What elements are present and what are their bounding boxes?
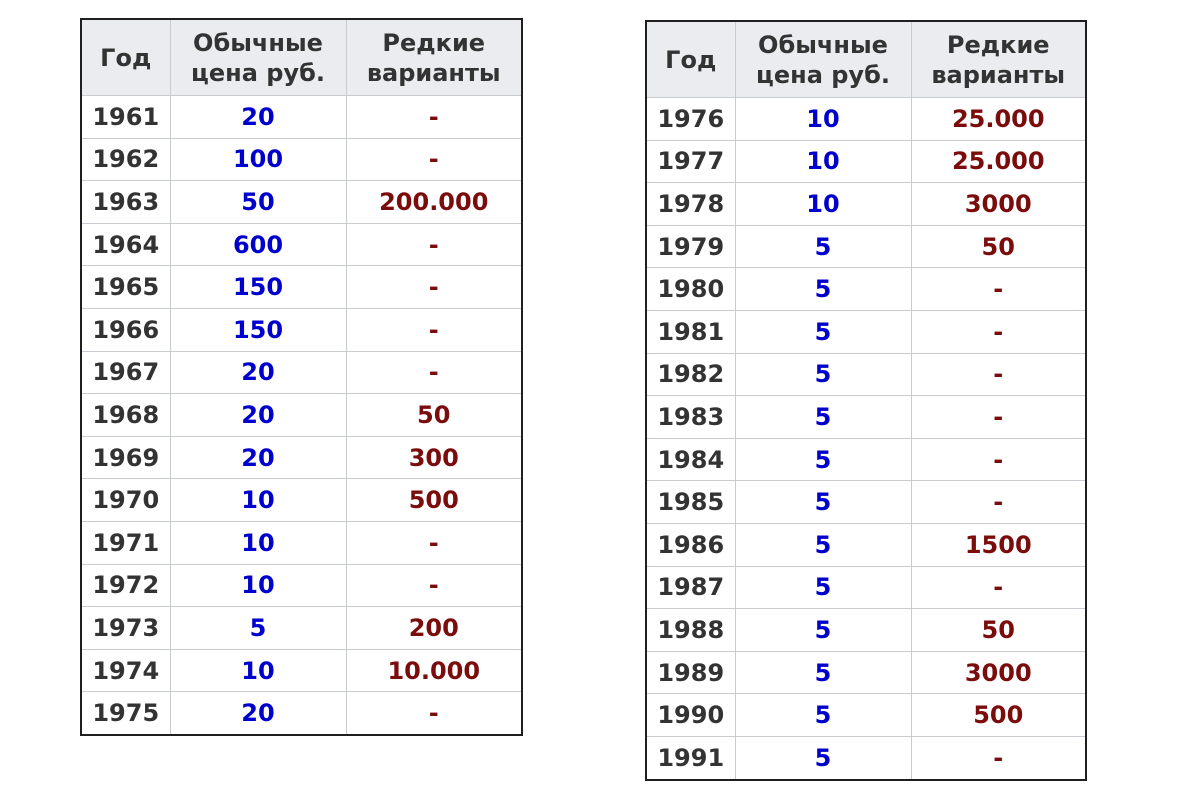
rare-variant-cell: 200 bbox=[346, 607, 522, 650]
table-row bbox=[646, 183, 1086, 226]
regular-price-cell: 10 bbox=[735, 183, 911, 226]
year-cell: 1977 bbox=[646, 140, 735, 183]
table-row bbox=[81, 96, 522, 139]
year-cell: 1987 bbox=[646, 566, 735, 609]
year-cell: 1967 bbox=[81, 351, 170, 394]
regular-price-cell: 10 bbox=[170, 564, 346, 607]
regular-price-cell: 5 bbox=[735, 396, 911, 439]
rare-variant-cell: 50 bbox=[911, 609, 1086, 652]
regular-price-cell: 5 bbox=[735, 694, 911, 737]
regular-price-cell: 20 bbox=[170, 436, 346, 479]
rare-variant-cell: - bbox=[346, 266, 522, 309]
year-cell: 1964 bbox=[81, 223, 170, 266]
regular-price-cell: 5 bbox=[735, 736, 911, 779]
header-year: Год bbox=[81, 19, 170, 96]
table-row bbox=[646, 225, 1086, 268]
header-rare-variants bbox=[346, 19, 522, 96]
table-row bbox=[646, 438, 1086, 481]
rare-variant-cell: - bbox=[346, 96, 522, 139]
table-row bbox=[646, 310, 1086, 353]
regular-price-cell: 5 bbox=[735, 523, 911, 566]
table-body bbox=[646, 98, 1086, 780]
rare-variant-cell: 25.000 bbox=[911, 140, 1086, 183]
rare-variant-cell: - bbox=[911, 566, 1086, 609]
table-row bbox=[646, 268, 1086, 311]
year-cell: 1972 bbox=[81, 564, 170, 607]
regular-price-cell: 150 bbox=[170, 308, 346, 351]
table-row bbox=[81, 564, 522, 607]
rare-variant-cell: - bbox=[911, 736, 1086, 779]
header-year: Год bbox=[646, 21, 735, 98]
header-regular-line2: цена руб. bbox=[756, 60, 890, 89]
regular-price-cell: 150 bbox=[170, 266, 346, 309]
header-rare-line2: варианты bbox=[366, 58, 501, 87]
rare-variant-cell: - bbox=[911, 353, 1086, 396]
regular-price-cell: 10 bbox=[170, 479, 346, 522]
year-cell: 1988 bbox=[646, 609, 735, 652]
year-cell: 1961 bbox=[81, 96, 170, 139]
regular-price-cell: 5 bbox=[735, 651, 911, 694]
rare-variant-cell: 10.000 bbox=[346, 649, 522, 692]
table-row bbox=[646, 396, 1086, 439]
table-row bbox=[646, 481, 1086, 524]
rare-variant-cell: 3000 bbox=[911, 651, 1086, 694]
rare-variant-cell: - bbox=[346, 692, 522, 735]
table-row bbox=[81, 181, 522, 224]
table-row bbox=[81, 308, 522, 351]
header-regular-line2: цена руб. bbox=[191, 58, 325, 87]
table-row bbox=[81, 607, 522, 650]
table-row bbox=[646, 609, 1086, 652]
regular-price-cell: 20 bbox=[170, 351, 346, 394]
regular-price-cell: 5 bbox=[735, 353, 911, 396]
table-row bbox=[646, 140, 1086, 183]
table-row bbox=[646, 694, 1086, 737]
rare-variant-cell: 500 bbox=[346, 479, 522, 522]
year-cell: 1974 bbox=[81, 649, 170, 692]
rare-variant-cell: 50 bbox=[911, 225, 1086, 268]
year-cell: 1973 bbox=[81, 607, 170, 650]
rare-variant-cell: - bbox=[911, 268, 1086, 311]
regular-price-cell: 5 bbox=[170, 607, 346, 650]
table-row bbox=[81, 436, 522, 479]
year-cell: 1990 bbox=[646, 694, 735, 737]
regular-price-cell: 600 bbox=[170, 223, 346, 266]
header-rare-line2: варианты bbox=[931, 60, 1066, 89]
regular-price-cell: 10 bbox=[735, 98, 911, 141]
year-cell: 1971 bbox=[81, 521, 170, 564]
table-row bbox=[646, 523, 1086, 566]
table-row bbox=[646, 566, 1086, 609]
table-row bbox=[81, 223, 522, 266]
year-cell: 1983 bbox=[646, 396, 735, 439]
regular-price-cell: 20 bbox=[170, 96, 346, 139]
year-cell: 1984 bbox=[646, 438, 735, 481]
year-cell: 1991 bbox=[646, 736, 735, 779]
rare-variant-cell: 25.000 bbox=[911, 98, 1086, 141]
table-row bbox=[646, 651, 1086, 694]
header-regular-price bbox=[735, 21, 911, 98]
rare-variant-cell: 3000 bbox=[911, 183, 1086, 226]
rare-variant-cell: - bbox=[911, 310, 1086, 353]
year-cell: 1965 bbox=[81, 266, 170, 309]
table-row bbox=[81, 138, 522, 181]
header-row bbox=[646, 21, 1086, 98]
regular-price-cell: 5 bbox=[735, 438, 911, 481]
rare-variant-cell: - bbox=[346, 351, 522, 394]
year-cell: 1970 bbox=[81, 479, 170, 522]
table-body bbox=[81, 96, 522, 735]
year-cell: 1986 bbox=[646, 523, 735, 566]
year-cell: 1975 bbox=[81, 692, 170, 735]
regular-price-cell: 20 bbox=[170, 692, 346, 735]
price-table-1976-1991 bbox=[645, 20, 1087, 781]
regular-price-cell: 50 bbox=[170, 181, 346, 224]
year-cell: 1969 bbox=[81, 436, 170, 479]
rare-variant-cell: - bbox=[346, 308, 522, 351]
regular-price-cell: 100 bbox=[170, 138, 346, 181]
regular-price-cell: 5 bbox=[735, 609, 911, 652]
rare-variant-cell: - bbox=[346, 521, 522, 564]
header-row bbox=[81, 19, 522, 96]
header-rare-line1: Редкие bbox=[946, 30, 1050, 59]
year-cell: 1966 bbox=[81, 308, 170, 351]
rare-variant-cell: 300 bbox=[346, 436, 522, 479]
regular-price-cell: 5 bbox=[735, 268, 911, 311]
rare-variant-cell: - bbox=[911, 396, 1086, 439]
year-cell: 1963 bbox=[81, 181, 170, 224]
year-cell: 1982 bbox=[646, 353, 735, 396]
year-cell: 1985 bbox=[646, 481, 735, 524]
regular-price-cell: 20 bbox=[170, 394, 346, 437]
rare-variant-cell: 500 bbox=[911, 694, 1086, 737]
regular-price-cell: 10 bbox=[170, 649, 346, 692]
regular-price-cell: 10 bbox=[735, 140, 911, 183]
table-row bbox=[81, 394, 522, 437]
rare-variant-cell: 200.000 bbox=[346, 181, 522, 224]
rare-variant-cell: 50 bbox=[346, 394, 522, 437]
regular-price-cell: 5 bbox=[735, 481, 911, 524]
price-table-1961-1975 bbox=[80, 18, 523, 736]
rare-variant-cell: - bbox=[911, 438, 1086, 481]
table-row bbox=[81, 692, 522, 735]
header-regular-line1: Обычные bbox=[758, 30, 888, 59]
table-row bbox=[81, 266, 522, 309]
regular-price-cell: 5 bbox=[735, 225, 911, 268]
rare-variant-cell: - bbox=[346, 564, 522, 607]
table-row bbox=[646, 353, 1086, 396]
table-row bbox=[646, 736, 1086, 779]
header-rare-line1: Редкие bbox=[382, 28, 486, 57]
header-regular-price bbox=[170, 19, 346, 96]
year-cell: 1976 bbox=[646, 98, 735, 141]
year-cell: 1981 bbox=[646, 310, 735, 353]
regular-price-cell: 5 bbox=[735, 310, 911, 353]
rare-variant-cell: 1500 bbox=[911, 523, 1086, 566]
table-row bbox=[646, 98, 1086, 141]
table-row bbox=[81, 649, 522, 692]
table-row bbox=[81, 521, 522, 564]
rare-variant-cell: - bbox=[346, 223, 522, 266]
header-rare-variants bbox=[911, 21, 1086, 98]
year-cell: 1989 bbox=[646, 651, 735, 694]
table-row bbox=[81, 351, 522, 394]
header-regular-line1: Обычные bbox=[193, 28, 323, 57]
year-cell: 1980 bbox=[646, 268, 735, 311]
year-cell: 1968 bbox=[81, 394, 170, 437]
year-cell: 1962 bbox=[81, 138, 170, 181]
rare-variant-cell: - bbox=[911, 481, 1086, 524]
table-row bbox=[81, 479, 522, 522]
year-cell: 1978 bbox=[646, 183, 735, 226]
year-cell: 1979 bbox=[646, 225, 735, 268]
rare-variant-cell: - bbox=[346, 138, 522, 181]
regular-price-cell: 5 bbox=[735, 566, 911, 609]
regular-price-cell: 10 bbox=[170, 521, 346, 564]
